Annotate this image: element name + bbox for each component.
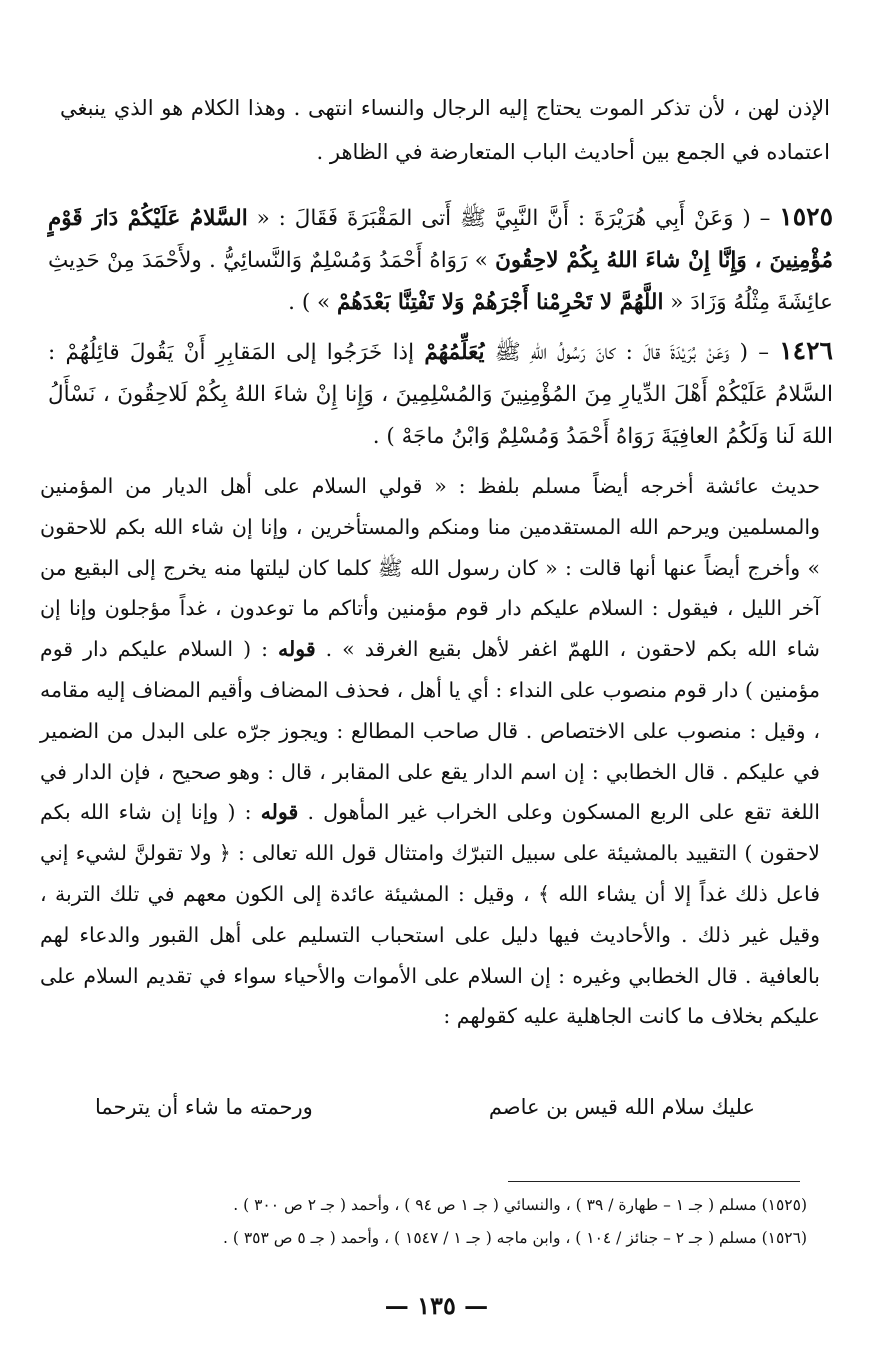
hadith-1525: [48, 196, 833, 324]
verse-first-hemistich: عليك سلام الله قيس بن عاصم: [488, 1095, 755, 1119]
verse-second-hemistich: ورحمته ما شاء أن يترحما: [95, 1095, 313, 1119]
commentary-text: حديث عائشة أخرجه أيضاً مسلم بلفظ : « قولي السلام على أهل الديار من المؤمنين والمسلمين ويرحم الله المستقدمين منا ومنكم والمستأخرين ، وإنا إن شاء الله بكم للاحقون » وأخرج أيضاً عنها أنها قالت : « كان رسول الله ﷺ كلما كان ليلتها منه يخرج إلى البقيع من آخر الليل ، فيقول : السلام عليكم دار قوم مؤمنين وأتاكم ما توعدون ، غداً مؤجلون وإنا إن شاء الله بكم لاحقون ، اللهمّ اغفر لأهل بقيع الغرقد » .: [40, 474, 820, 662]
hadith-text: – ( وَعَنْ بُرَيْدَةَ قالَ : كانَ رَسُولُ اللهِ ﷺ: [494, 340, 770, 365]
hadith-text: إذا خَرَجُوا إلى المَقابِرِ أَنْ يَقُولَ قائِلُهُمْ : السَّلامُ عَلَيْكُمْ أَهْلَ الدِّيارِ مِنَ المُؤْمِنِينَ وَالمُسْلِمِينَ ، وَإِنا إِنْ شاءَ اللهُ بِكُمْ لَلاحِقُونَ ، نَسْأَلُ اللهَ لَنا وَلَكُمُ العافِيَةَ رَوَاهُ أَحْمَدُ وَمُسْلِمٌ وَابْنُ ماجَهْ ) .: [48, 340, 833, 449]
qawluhu-label: قوله: [278, 637, 316, 662]
poetry-verse: [95, 1092, 755, 1122]
hadith-quote: يُعَلِّمُهُمْ: [424, 340, 485, 365]
page-number: — ١٣٥ —: [384, 1291, 489, 1320]
footnote-1525: (١٥٢٥) مسلم ( جـ ١ – طهارة / ٣٩ ) ، والنسائي ( جـ ١ ص ٩٤ ) ، وأحمد ( جـ ٢ ص ٣٠٠ ) .: [233, 1196, 807, 1214]
hadith-quote: اللَّهُمَّ لا تَحْرِمْنا أَجْرَهُمْ وَلا تَفْتِنَّا بَعْدَهُمْ: [337, 290, 664, 315]
hadith-number: ١٤٢٦: [779, 336, 833, 365]
commentary-paragraph: [40, 466, 820, 1037]
footnote-1526: (١٥٢٦) مسلم ( جـ ٢ – جنائز / ١٠٤ ) ، وابن ماجه ( جـ ١ / ١٥٤٧ ) ، وأحمد ( جـ ٥ ص ٣٥٣ ) .: [223, 1229, 807, 1247]
footnote-divider: [508, 1181, 800, 1182]
hadith-1526: [48, 330, 833, 458]
hadith-text: » ) .: [288, 290, 331, 315]
qawluhu-label: قوله: [260, 800, 299, 825]
hadith-text: – ( وَعَنْ أَبِي هُرَيْرَةَ : أَنَّ النَّبِيَّ ﷺ أَتى المَقْبَرَةَ فَقَالَ : «: [256, 206, 771, 231]
hadith-number: ١٥٢٥: [779, 202, 833, 231]
intro-paragraph: [60, 86, 830, 174]
hadith-text: » رَوَاهُ أَحْمَدُ وَمُسْلِمٌ وَالنَّسائِيُّ . ولأَحْمَدَ مِنْ حَدِيثِ عائِشَةَ مِثْلُهُ وَزَادَ «: [48, 248, 833, 315]
commentary-text: : ( السلام عليكم دار قوم مؤمنين ) دار قوم منصوب على النداء : أي يا أهل ، فحذف المضاف وأقيم المضاف إليه مقامه ، وقيل : منصوب على الاختصاص . قال صاحب المطالع : ويجوز جرّه على البدل من الضمير في عليكم . قال الخطابي : إن اسم الدار يقع على المقابر ، قال : وهو صحيح ، فإن الدار في اللغة تقع على الربع المسكون وعلى الخراب غير المأهول .: [40, 637, 820, 825]
commentary-text: : ( وإنا إن شاء الله بكم لاحقون ) التقييد بالمشيئة على سبيل التبرّك وامتثال قول الله تعالى : ﴿ ولا تقولنَّ لشيء إني فاعل ذلك غداً إلا أن يشاء الله ﴾ ، وقيل : المشيئة عائدة إلى الكون معهم في تلك التربة ، وقيل غير ذلك . والأحاديث فيها دليل على استحباب التسليم على أهل القبور والدعاء لهم بالعافية . قال الخطابي وغيره : إن السلام على الأموات والأحياء سواء في تقديم السلام على عليكم بخلاف ما كانت الجاهلية عليه كقولهم :: [40, 800, 820, 1029]
hadith-quote: السَّلامُ عَلَيْكُمْ دَارَ قَوْمٍ مُؤْمِنِينَ ، وَإِنَّا إِنْ شاءَ اللهُ بِكُمْ لاحِقُونَ: [48, 206, 833, 273]
intro-text: الإذن لهن ، لأن تذكر الموت يحتاج إليه الرجال والنساء انتهى . وهذا الكلام هو الذي ينبغي اعتماده في الجمع بين أحاديث الباب المتعارضة في الظاهر .: [60, 96, 830, 164]
